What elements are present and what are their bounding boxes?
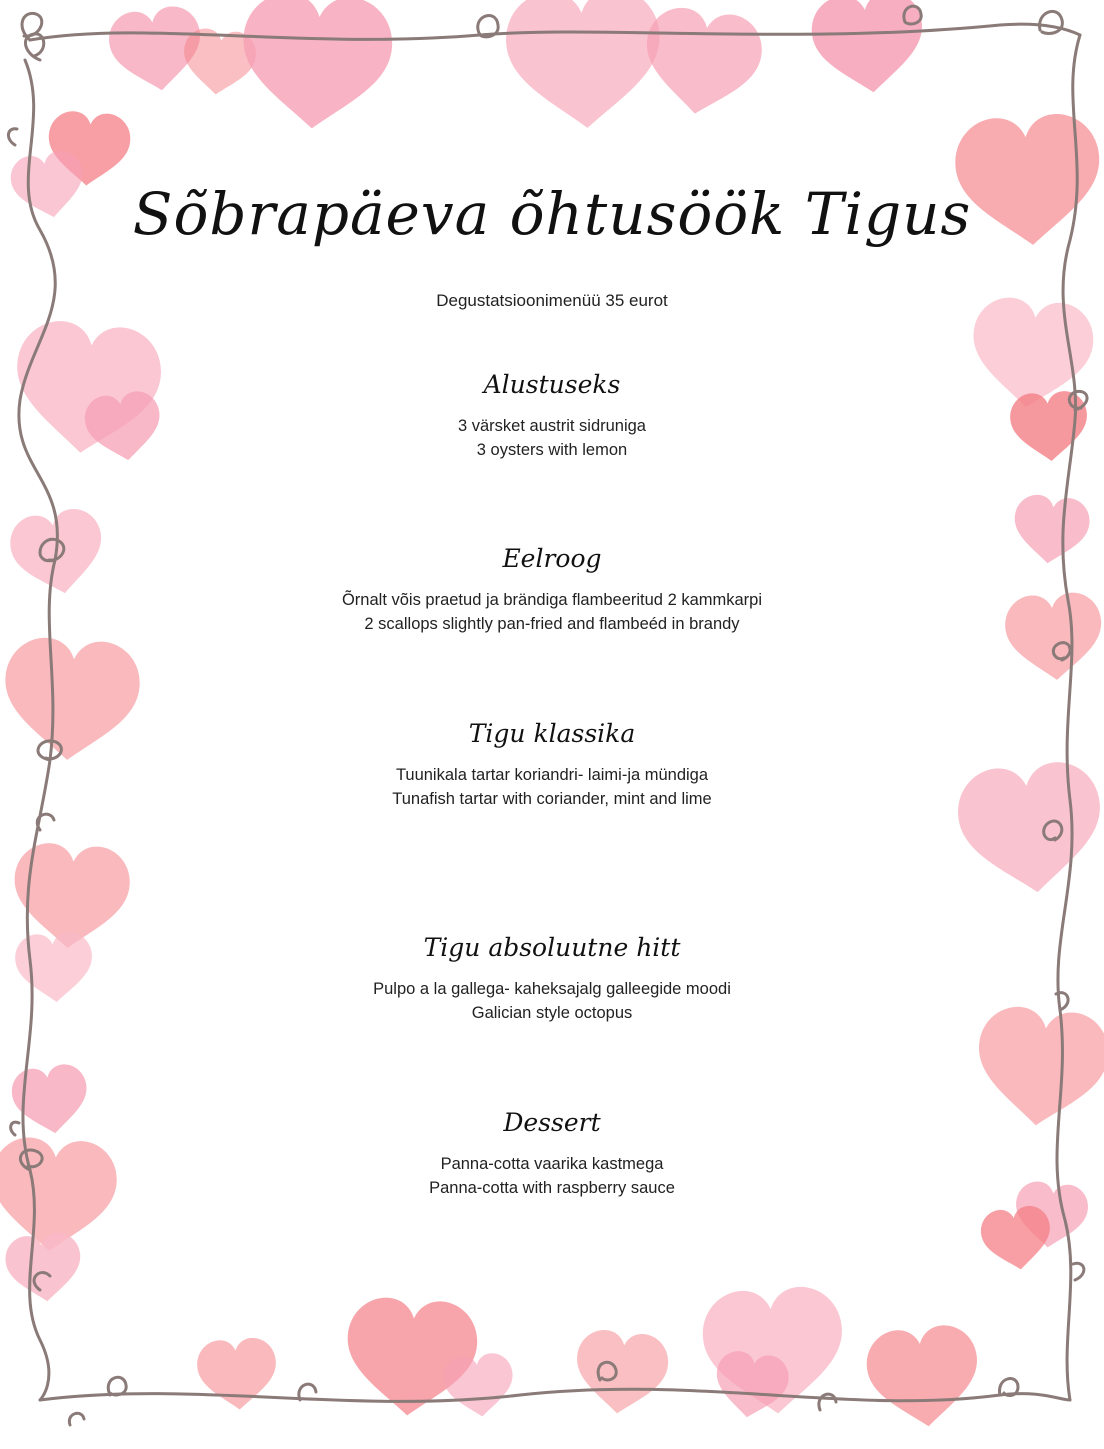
course-dessert <box>0 1104 1104 1200</box>
course-item-en: 2 scallops slightly pan-fried and flambeéd in brandy <box>364 615 740 633</box>
course-heading: Alustuseks <box>483 370 621 399</box>
course-heading: Eelroog <box>502 544 602 573</box>
course-item-en: Panna-cotta with raspberry sauce <box>429 1179 675 1197</box>
course-item-et: 3 värsket austrit sidruniga <box>457 417 646 435</box>
course-appetizer <box>0 540 1104 636</box>
course-item-et: Pulpo a la gallega- kaheksajalg galleegide moodi <box>373 980 731 998</box>
course-signature <box>0 929 1104 1025</box>
course-item-en: Tunafish tartar with coriander, mint and lime <box>392 790 712 808</box>
course-heading: Dessert <box>503 1108 601 1137</box>
course-item-en: 3 oysters with lemon <box>476 441 628 459</box>
menu-subtitle: Degustatsioonimenüü 35 eurot <box>436 291 668 310</box>
menu-title: Sõbrapäeva õhtusöök Tigus <box>132 180 972 248</box>
course-heading: Tigu klassika <box>468 719 636 748</box>
course-item-et: Tuunikala tartar koriandri- laimi-ja mündiga <box>395 766 709 784</box>
course-item-en: Galician style octopus <box>471 1004 633 1022</box>
course-item-et: Panna-cotta vaarika kastmega <box>440 1155 664 1173</box>
course-item-et: Õrnalt võis praetud ja brändiga flambeeritud 2 kammkarpi <box>341 591 763 609</box>
course-classic <box>0 715 1104 811</box>
course-heading: Tigu absoluutne hitt <box>423 933 681 962</box>
course-starter <box>0 366 1104 462</box>
